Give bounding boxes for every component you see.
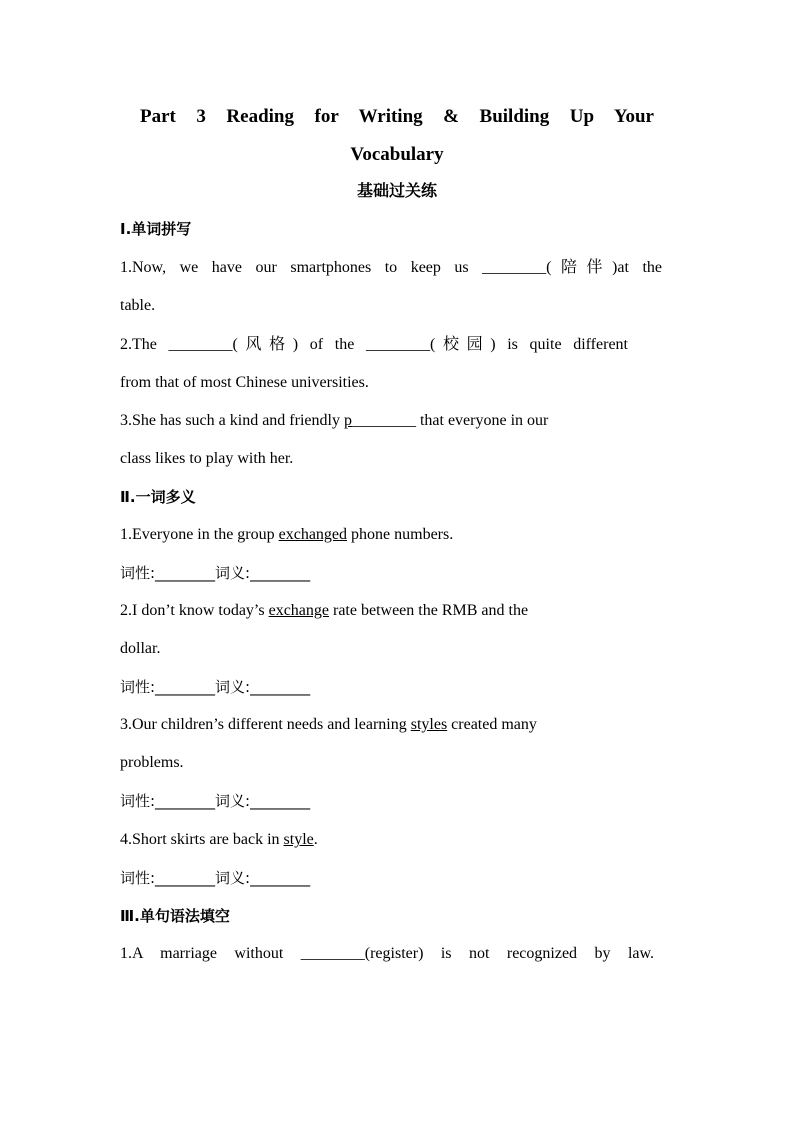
s2-q4-pre: 4.Short skirts are back in (120, 831, 284, 848)
s2-q2-line-1 (120, 601, 676, 621)
s2-q2-line-2: dollar. (120, 640, 161, 657)
s2-q2-underlined: exchange (268, 602, 329, 619)
section-2-heading: Ⅱ.一词多义 (120, 488, 196, 506)
s2-q3-line-2: problems. (120, 754, 184, 771)
page-title-line-2: Vocabulary (350, 144, 444, 165)
s2-q1-post: phone numbers. (347, 526, 454, 543)
s2-q2-answer-line: 词性:________词义:________ (120, 678, 311, 696)
page-subtitle: 基础过关练 (356, 181, 437, 200)
s1-q3-post: ________ that everyone in our (351, 412, 549, 429)
s2-q2-pre: 2.I don’t know today’s (120, 602, 269, 619)
s2-q2-post: rate between the RMB and the (329, 602, 529, 619)
s2-q4-line (120, 830, 676, 850)
s2-q1-pre: 1.Everyone in the group (120, 526, 279, 543)
s1-q3-line-2: class likes to play with her. (120, 450, 294, 467)
s3-q1-line: 1.A marriage without ________(register) is not recognized by law. (120, 945, 654, 962)
s2-q3-line-1 (120, 715, 676, 735)
s1-q1-line-1: 1.Now, we have our smartphones to keep us ________(陪伴)at the (120, 259, 662, 276)
s1-q3-line-1 (120, 411, 676, 431)
s2-q3-post: created many (447, 716, 537, 733)
s2-q1-underlined: exchanged (278, 526, 348, 543)
s2-q1-line (120, 525, 676, 545)
s1-q2-line-1: 2.The ________(风格) of the ________(校园) is quite different (120, 336, 628, 353)
section-3-heading: Ⅲ.单句语法填空 (120, 907, 230, 925)
s2-q4-answer-line: 词性:________词义:________ (120, 869, 311, 887)
s2-q4-underlined: style (283, 831, 314, 848)
s2-q1-answer-line: 词性:________词义:________ (120, 564, 311, 582)
section-1-heading: Ⅰ.单词拼写 (120, 220, 192, 238)
s1-q2-line-2: from that of most Chinese universities. (120, 374, 369, 391)
page-title-line-1: Part 3 Reading for Writing & Building Up Your (140, 106, 654, 127)
s2-q4-post: . (313, 831, 318, 848)
s2-q3-underlined: styles (410, 716, 448, 733)
s1-q1-line-2: table. (120, 297, 156, 314)
s2-q3-answer-line: 词性:________词义:________ (120, 792, 311, 810)
s1-q3-underlined: p (343, 412, 352, 429)
s2-q3-pre: 3.Our children’s different needs and learning (120, 716, 411, 733)
s1-q3-pre: 3.She has such a kind and friendly (120, 412, 344, 429)
